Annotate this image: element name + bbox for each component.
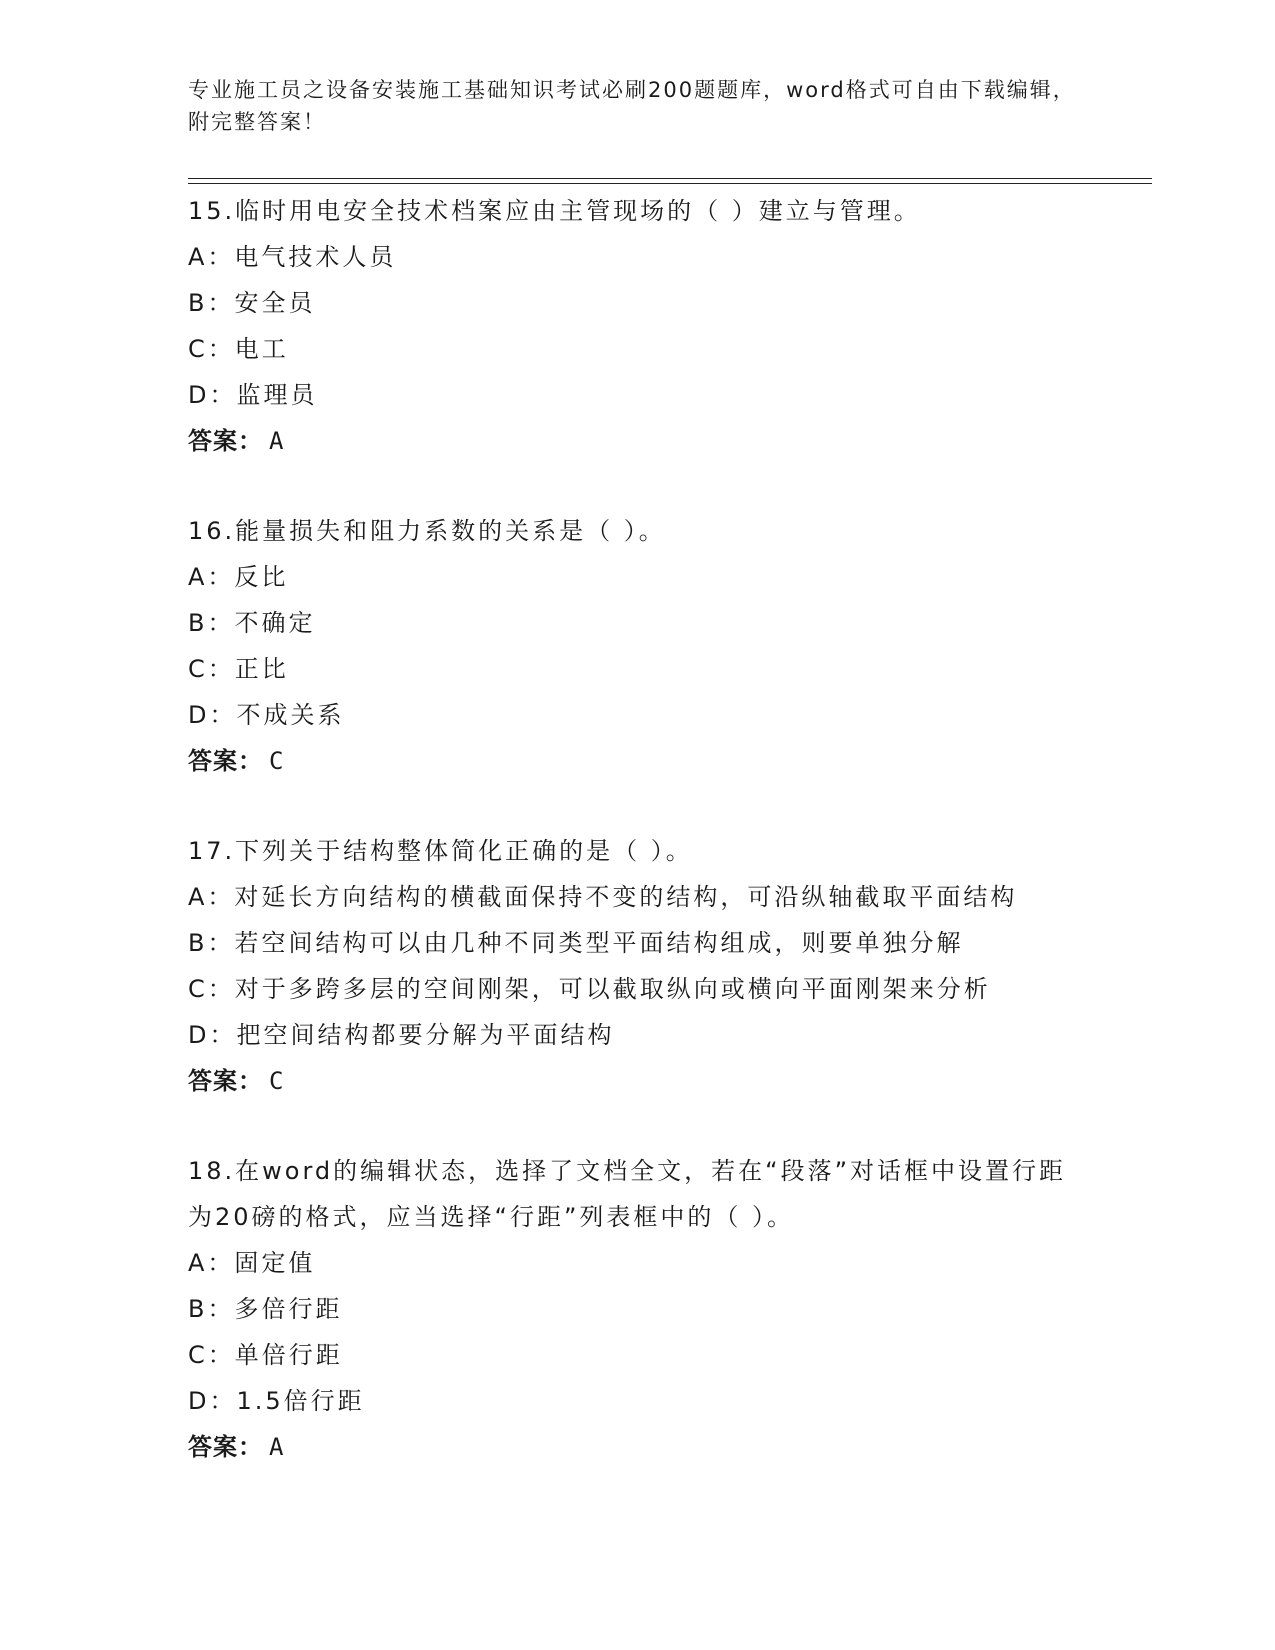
header-divider-bottom: [188, 183, 1152, 184]
question-16: [188, 508, 1148, 784]
question-18: [188, 1148, 1148, 1470]
question-15: [188, 188, 1148, 464]
answer-value: A: [269, 427, 285, 455]
option-d: D：把空间结构都要分解为平面结构: [188, 1021, 615, 1049]
option-d: D：监理员: [188, 381, 318, 409]
answer-label: 答案：: [188, 427, 263, 455]
question-stem: 18.在word的编辑状态，选择了文档全文，若在“段落”对话框中设置行距为20磅的格式，应当选择“行距”列表框中的（ ）。: [188, 1157, 1067, 1231]
option-d: D：1.5倍行距: [188, 1387, 365, 1415]
option-b: B：多倍行距: [188, 1295, 343, 1323]
answer-value: C: [269, 747, 285, 775]
question-stem: 15.临时用电安全技术档案应由主管现场的（ ）建立与管理。: [188, 197, 921, 225]
option-b: B：安全员: [188, 289, 316, 317]
option-a: A：反比: [188, 563, 289, 591]
answer-value: A: [269, 1433, 285, 1461]
question-stem: 16.能量损失和阻力系数的关系是（ ）。: [188, 517, 666, 545]
document-header: 专业施工员之设备安装施工基础知识考试必刷200题题库，word格式可自由下载编辑，附完整答案！: [188, 78, 1076, 134]
option-b: B：不确定: [188, 609, 316, 637]
header-divider-top: [188, 178, 1152, 179]
option-a: A：固定值: [188, 1249, 316, 1277]
answer-line: [188, 738, 1148, 784]
answer-label: 答案：: [188, 1067, 263, 1095]
answer-line: [188, 1058, 1148, 1104]
option-c: C：单倍行距: [188, 1341, 343, 1369]
answer-line: [188, 1424, 1148, 1470]
answer-value: C: [269, 1067, 285, 1095]
answer-line: [188, 418, 1148, 464]
option-b: B：若空间结构可以由几种不同类型平面结构组成，则要单独分解: [188, 929, 964, 957]
answer-label: 答案：: [188, 747, 263, 775]
option-c: C：正比: [188, 655, 289, 683]
option-c: C：电工: [188, 335, 289, 363]
option-c: C：对于多跨多层的空间刚架，可以截取纵向或横向平面刚架来分析: [188, 975, 991, 1003]
answer-label: 答案：: [188, 1433, 263, 1461]
option-a: A：电气技术人员: [188, 243, 397, 271]
option-d: D：不成关系: [188, 701, 345, 729]
option-a: A：对延长方向结构的横截面保持不变的结构，可沿纵轴截取平面结构: [188, 883, 1018, 911]
question-17: [188, 828, 1148, 1104]
question-stem: 17.下列关于结构整体简化正确的是（ ）。: [188, 837, 693, 865]
